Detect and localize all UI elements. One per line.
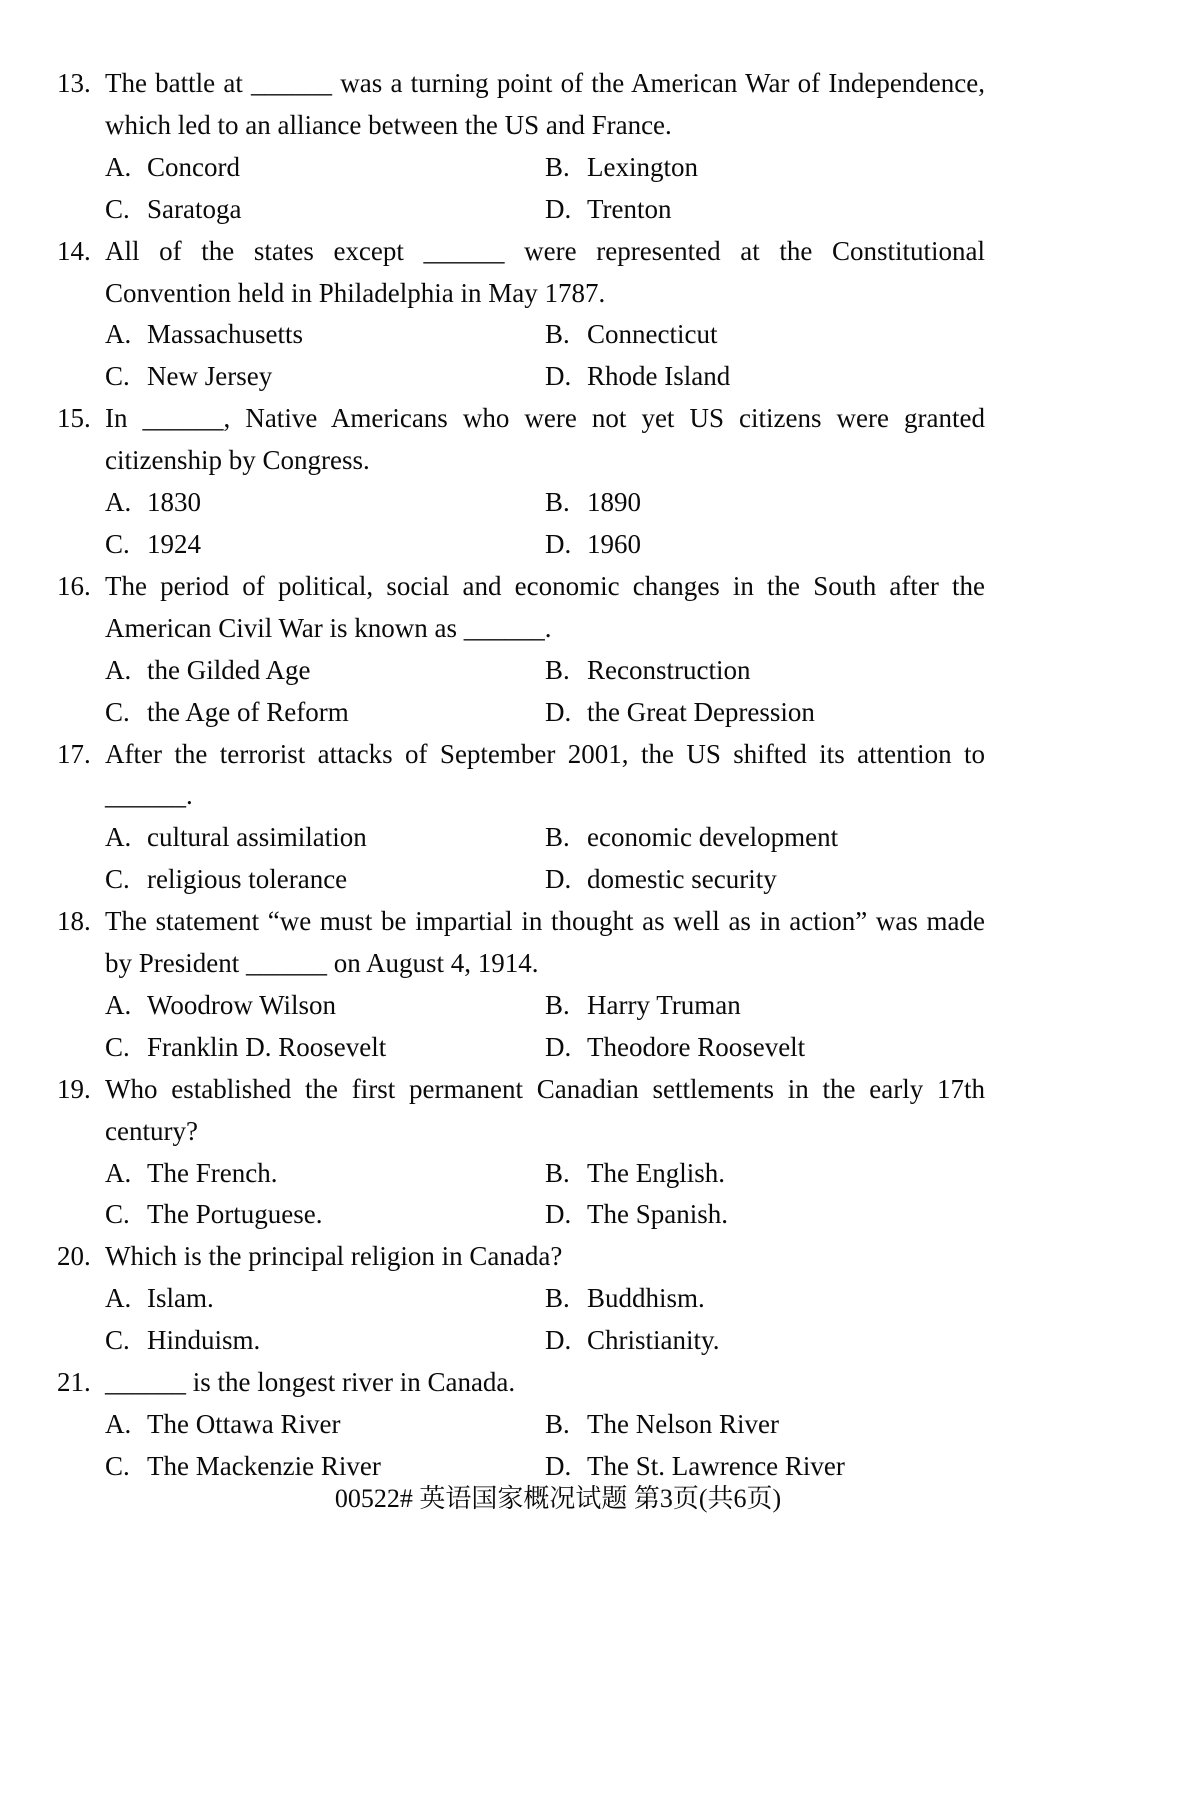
option-a [105, 985, 545, 1027]
option-text: Islam. [147, 1283, 214, 1314]
exam-page-content [57, 63, 985, 1488]
options-grid [57, 1278, 985, 1362]
question-stem [57, 231, 985, 315]
option-letter: A. [105, 1157, 132, 1188]
option-letter: B. [545, 487, 570, 518]
question-number: 14. [57, 235, 91, 266]
option-letter: B. [545, 822, 570, 853]
option-b [545, 817, 985, 859]
option-letter: D. [545, 696, 572, 727]
option-letter: A. [105, 822, 132, 853]
option-text: The English. [587, 1157, 725, 1188]
question-number: 15. [57, 403, 91, 434]
question-text: Who established the first permanent Canadian settlements in the early 17th century? [105, 1073, 985, 1146]
question-18 [57, 901, 985, 1069]
option-text: Trenton [587, 193, 672, 224]
option-d [545, 692, 985, 734]
option-d [545, 859, 985, 901]
option-text: The Mackenzie River [147, 1450, 381, 1481]
option-a [105, 650, 545, 692]
option-text: New Jersey [147, 361, 273, 392]
option-text: The St. Lawrence River [587, 1450, 845, 1481]
option-c [105, 356, 545, 398]
option-letter: B. [545, 989, 570, 1020]
option-text: Harry Truman [587, 989, 741, 1020]
question-text: The statement “we must be impartial in thought as well as in action” was made by President ______ on August 4, 1914. [105, 906, 985, 979]
question-number: 21. [57, 1367, 91, 1398]
option-c [105, 1194, 545, 1236]
question-16 [57, 566, 985, 734]
option-letter: D. [545, 1450, 572, 1481]
option-letter: D. [545, 1199, 572, 1230]
options-grid [57, 1153, 985, 1237]
options-grid [57, 147, 985, 231]
option-text: Theodore Roosevelt [587, 1031, 806, 1062]
question-stem [57, 63, 985, 147]
option-letter: C. [105, 696, 130, 727]
option-text: The Spanish. [587, 1199, 728, 1230]
option-letter: C. [105, 864, 130, 895]
question-21 [57, 1362, 985, 1488]
option-letter: B. [545, 1409, 570, 1439]
option-letter: B. [545, 319, 570, 350]
question-text: The period of political, social and economic changes in the South after the American Civil War is known as ______. [105, 570, 985, 643]
option-d [545, 524, 985, 566]
option-a [105, 1404, 545, 1446]
question-text: The battle at ______ was a turning point of the American War of Independence, which led to an alliance between the US and France. [105, 68, 985, 140]
option-text: Franklin D. Roosevelt [147, 1031, 387, 1062]
option-text: The French. [147, 1157, 278, 1188]
option-d [545, 189, 985, 231]
options-grid [57, 817, 985, 901]
option-text: Woodrow Wilson [147, 989, 336, 1020]
option-letter: B. [545, 654, 570, 685]
question-17 [57, 734, 985, 902]
options-grid [57, 650, 985, 734]
option-text: Saratoga [147, 193, 242, 224]
option-letter: C. [105, 528, 130, 559]
option-text: Connecticut [587, 319, 718, 350]
option-a [105, 314, 545, 356]
option-a [105, 1153, 545, 1195]
option-letter: C. [105, 193, 130, 224]
option-b [545, 147, 985, 189]
option-d [545, 1027, 985, 1069]
question-15 [57, 398, 985, 566]
page-footer: 00522# 英语国家概况试题 第3页(共6页) [334, 1484, 782, 1513]
option-text: The Ottawa River [147, 1409, 341, 1439]
option-b [545, 314, 985, 356]
question-stem [57, 1362, 985, 1404]
option-text: Lexington [587, 151, 698, 182]
option-text: Hinduism. [147, 1325, 261, 1356]
question-number: 18. [57, 906, 91, 937]
option-c [105, 1027, 545, 1069]
option-text: 1960 [587, 528, 641, 559]
option-text: the Gilded Age [147, 654, 311, 685]
option-d [545, 1320, 985, 1362]
option-text: the Great Depression [587, 696, 815, 727]
option-letter: D. [545, 193, 572, 224]
option-letter: D. [545, 1031, 572, 1062]
question-text: After the terrorist attacks of September 2001, the US shifted its attention to ______. [105, 738, 985, 811]
option-letter: A. [105, 487, 132, 518]
option-text: Reconstruction [587, 654, 751, 685]
option-letter: A. [105, 1409, 132, 1439]
question-text: ______ is the longest river in Canada. [105, 1367, 516, 1398]
option-c [105, 189, 545, 231]
option-b [545, 1153, 985, 1195]
question-stem [57, 566, 985, 650]
question-number: 19. [57, 1073, 91, 1104]
option-letter: A. [105, 1283, 132, 1314]
option-b [545, 1278, 985, 1320]
option-text: 1830 [147, 487, 201, 518]
option-letter: C. [105, 1325, 130, 1356]
option-a [105, 482, 545, 524]
option-text: Massachusetts [147, 319, 303, 350]
question-stem [57, 1069, 985, 1153]
option-letter: A. [105, 654, 132, 685]
option-a [105, 147, 545, 189]
option-text: cultural assimilation [147, 822, 367, 853]
question-number: 16. [57, 570, 91, 601]
option-text: The Portuguese. [147, 1199, 323, 1230]
option-c [105, 1320, 545, 1362]
option-c [105, 859, 545, 901]
option-text: 1924 [147, 528, 201, 559]
option-text: the Age of Reform [147, 696, 349, 727]
option-c [105, 524, 545, 566]
option-a [105, 1278, 545, 1320]
options-grid [57, 314, 985, 398]
option-text: The Nelson River [587, 1409, 779, 1439]
option-letter: A. [105, 151, 132, 182]
question-14 [57, 231, 985, 399]
option-text: Christianity. [587, 1325, 720, 1356]
option-letter: B. [545, 1157, 570, 1188]
question-number: 20. [57, 1241, 91, 1272]
option-letter: B. [545, 151, 570, 182]
option-text: Concord [147, 151, 240, 182]
question-number: 13. [57, 68, 91, 98]
question-text: In ______, Native Americans who were not yet US citizens were granted citizenship by Congress. [105, 403, 985, 476]
option-a [105, 817, 545, 859]
question-text: Which is the principal religion in Canada? [105, 1241, 563, 1272]
option-b [545, 650, 985, 692]
question-stem [57, 1236, 985, 1278]
option-text: economic development [587, 822, 839, 853]
question-stem [57, 734, 985, 818]
option-text: Rhode Island [587, 361, 731, 392]
question-text: All of the states except ______ were represented at the Constitutional Convention held in Philadelphia in May 1787. [105, 235, 985, 308]
option-text: religious tolerance [147, 864, 348, 895]
option-letter: D. [545, 528, 572, 559]
options-grid [57, 985, 985, 1069]
question-20 [57, 1236, 985, 1362]
option-letter: A. [105, 989, 132, 1020]
option-letter: C. [105, 361, 130, 392]
question-13 [57, 63, 985, 231]
option-letter: D. [545, 1325, 572, 1356]
option-letter: C. [105, 1450, 130, 1481]
option-letter: D. [545, 864, 572, 895]
option-letter: D. [545, 361, 572, 392]
option-text: domestic security [587, 864, 777, 895]
question-stem [57, 398, 985, 482]
question-number: 17. [57, 738, 91, 769]
option-d [545, 356, 985, 398]
option-text: Buddhism. [587, 1283, 705, 1314]
option-b [545, 1404, 985, 1446]
option-letter: C. [105, 1199, 130, 1230]
option-letter: C. [105, 1031, 130, 1062]
option-text: 1890 [587, 487, 641, 518]
option-letter: A. [105, 319, 132, 350]
option-d [545, 1194, 985, 1236]
question-stem [57, 901, 985, 985]
option-b [545, 482, 985, 524]
question-19 [57, 1069, 985, 1237]
options-grid [57, 482, 985, 566]
option-letter: B. [545, 1283, 570, 1314]
options-grid [57, 1404, 985, 1488]
option-b [545, 985, 985, 1027]
option-c [105, 692, 545, 734]
